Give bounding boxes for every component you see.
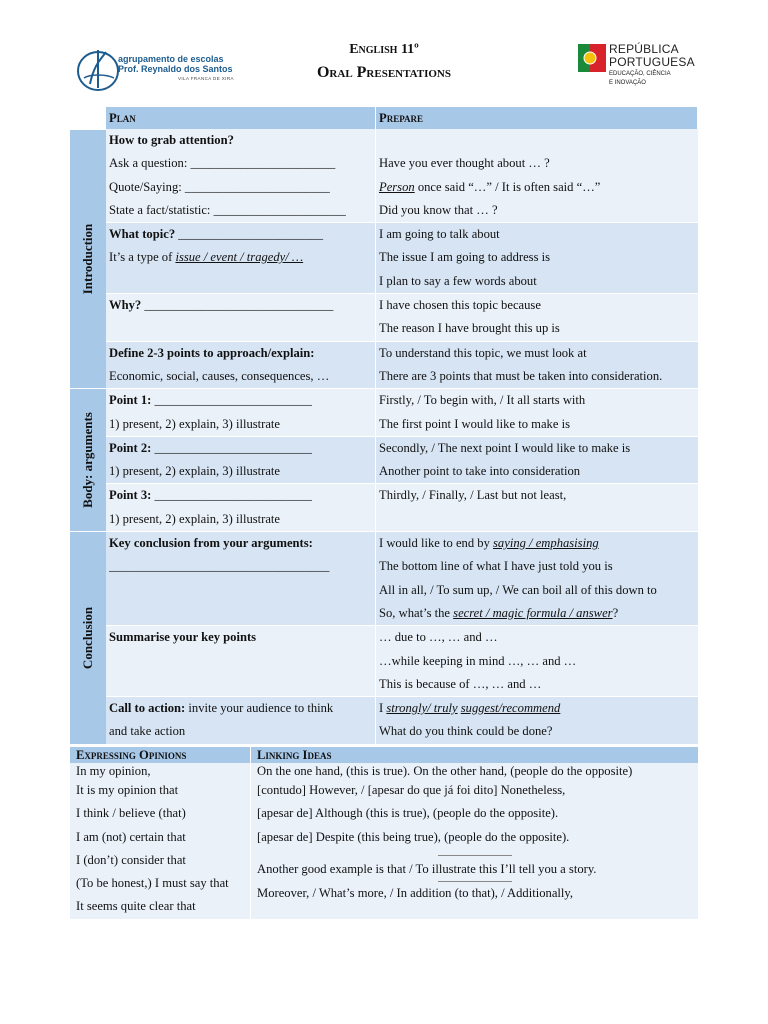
opinions-linking-table <box>70 747 698 919</box>
point3-plan: Point 3: _________________________ 1) present, 2) explain, 3) illustrate <box>106 484 376 532</box>
republic-line1: REPÚBLICA <box>609 42 679 56</box>
grab-heading: How to grab attention? <box>109 133 234 147</box>
point2-plan: Point 2: _________________________ 1) present, 2) explain, 3) illustrate <box>106 436 376 484</box>
corner-cell <box>70 107 106 129</box>
summarise-prepare <box>376 626 698 697</box>
key-phrase-1: I would like to end by saying / emphasising <box>379 536 599 551</box>
point1-heading: Point 1: <box>109 393 152 408</box>
opinion-item: I (don’t) consider that <box>76 852 186 867</box>
grab-fact: State a fact/statistic: _____________________ <box>109 202 346 217</box>
point1-text: 1) present, 2) explain, 3) illustrate <box>109 416 281 431</box>
grab-quote: Quote/Saying: _______________________ <box>109 179 330 194</box>
page-title: English 11º <box>349 42 419 57</box>
opinion-item: (To be honest,) I must say that <box>76 876 229 891</box>
point2-heading: Point 2: <box>109 440 152 455</box>
section-label-body: Body: arguments <box>70 389 106 532</box>
page-header <box>0 0 768 105</box>
point3-text: 1) present, 2) explain, 3) illustrate <box>109 511 281 526</box>
linking-item: [apesar de] Despite (this being true), (people do the opposite). <box>257 829 570 844</box>
why-phrase-1: I have chosen this topic because <box>379 298 541 313</box>
page-subtitle: Oral Presentations <box>316 64 451 81</box>
grab-phrase-1: Have you ever thought about … ? <box>379 156 550 171</box>
topic-plan: What topic? _______________________ It’s a type of issue / event / tragedy/ … <box>106 223 376 294</box>
key-heading: Key conclusion from your arguments: <box>109 536 313 551</box>
republic-name <box>609 43 695 87</box>
define-text: Economic, social, causes, consequences, … <box>109 368 330 383</box>
point3-phrase-1: Thirdly, / Finally, / Last but not least, <box>379 488 567 503</box>
define-plan <box>106 341 376 389</box>
point3-heading: Point 3: <box>109 488 152 503</box>
col-header-prepare: Prepare <box>376 107 698 129</box>
opinion-item: It seems quite clear that <box>76 899 196 914</box>
why-heading: Why? <box>109 298 142 313</box>
key-blank: ___________________________________ <box>109 559 330 574</box>
linking-item: [apesar de] Although (this is true), (people do the opposite). <box>257 806 559 821</box>
section-label-conclusion: Conclusion <box>70 532 106 744</box>
key-plan <box>106 532 376 626</box>
cta-phrase-1: I strongly/ truly suggest/recommend <box>379 701 561 716</box>
topic-type: It’s a type of issue / event / tragedy/ … <box>109 250 304 265</box>
linking-list <box>251 763 699 919</box>
define-phrase-2: There are 3 points that must be taken into consideration. <box>379 368 663 383</box>
linking-item: On the one hand, (this is true). On the other hand, (people do the opposite) <box>257 764 633 778</box>
cta-heading: Call to action: <box>109 701 186 716</box>
cta-text: and take action <box>109 724 186 739</box>
cta-phrase-2: What do you think could be done? <box>379 724 553 739</box>
col-header-plan: Plan <box>106 107 376 129</box>
point1-prepare <box>376 389 698 437</box>
point1-plan: Point 1: _________________________ 1) present, 2) explain, 3) illustrate <box>106 389 376 437</box>
key-phrase-2: The bottom line of what I have just told you is <box>379 559 613 574</box>
section-label-introduction: Introduction <box>70 129 106 389</box>
republic-line4: E INOVAÇÃO <box>609 80 646 86</box>
opinions-list <box>70 763 251 919</box>
linking-item: Another good example is that / To illustrate this I’ll tell you a story. <box>257 861 597 876</box>
grab-phrase-2: Person once said “…” / It is often said “…” <box>379 179 601 194</box>
why-prepare <box>376 294 698 342</box>
key-prepare <box>376 532 698 626</box>
define-heading: Define 2-3 points to approach/explain: <box>109 345 315 360</box>
linking-item: Moreover, / What’s more, / In addition (to that), / Additionally, <box>257 886 574 901</box>
linking-item: [contudo] However, / [apesar do que já foi dito] Nonetheless, <box>257 783 566 797</box>
summarise-phrase-3: This is because of …, … and … <box>379 676 542 691</box>
cta-prepare <box>376 697 698 744</box>
opinion-item: In my opinion, <box>76 764 151 778</box>
school-line1: agrupamento de escolas <box>118 54 224 64</box>
topic-phrase-1: I am going to talk about <box>379 227 500 242</box>
summarise-plan <box>106 626 376 697</box>
point2-phrase-1: Secondly, / The next point I would like to make is <box>379 440 631 455</box>
opinion-item: I am (not) certain that <box>76 829 186 844</box>
key-phrase-3: All in all, / To sum up, / We can boil all of this down to <box>379 582 657 597</box>
why-phrase-2: The reason I have brought this up is <box>379 321 560 336</box>
plan-prepare-table <box>70 107 698 744</box>
topic-heading: What topic? <box>109 227 176 242</box>
define-phrase-1: To understand this topic, we must look at <box>379 345 587 360</box>
school-line2: Prof. Reynaldo dos Santos <box>118 64 233 74</box>
topic-phrase-3: I plan to say a few words about <box>379 273 537 288</box>
col-header-opinions: Expressing Opinions <box>70 747 251 763</box>
point2-prepare <box>376 436 698 484</box>
opinion-item: I think / believe (that) <box>76 806 186 821</box>
opinion-item: It is my opinion that <box>76 783 179 797</box>
define-prepare <box>376 341 698 389</box>
point3-prepare <box>376 484 698 532</box>
why-plan: Why? ______________________________ <box>106 294 376 342</box>
school-line3: VILA FRANCA DE XIRA <box>178 76 234 81</box>
point2-text: 1) present, 2) explain, 3) illustrate <box>109 464 281 479</box>
col-header-linking: Linking Ideas <box>251 747 699 763</box>
summarise-phrase-1: … due to …, … and … <box>379 630 498 645</box>
point1-phrase-2: The first point I would like to make is <box>379 416 570 431</box>
point2-phrase-2: Another point to take into consideration <box>379 464 581 479</box>
divider <box>438 855 512 856</box>
point1-phrase-1: Firstly, / To begin with, / It all starts with <box>379 393 586 408</box>
summarise-heading: Summarise your key points <box>109 630 257 645</box>
key-phrase-4: So, what’s the secret / magic formula / answer? <box>379 605 619 620</box>
republic-line3: EDUCAÇÃO, CIÊNCIA <box>609 71 671 77</box>
grab-plan <box>106 129 376 223</box>
grab-question: Ask a question: _______________________ <box>109 156 336 171</box>
grab-phrase-3: Did you know that … ? <box>379 202 498 217</box>
grab-prepare <box>376 129 698 223</box>
cta-plan: Call to action: invite your audience to think and take action <box>106 697 376 744</box>
topic-prepare <box>376 223 698 294</box>
topic-phrase-2: The issue I am going to address is <box>379 250 551 265</box>
republic-line2: PORTUGUESA <box>609 55 695 69</box>
summarise-phrase-2: …while keeping in mind …, … and … <box>379 653 577 668</box>
